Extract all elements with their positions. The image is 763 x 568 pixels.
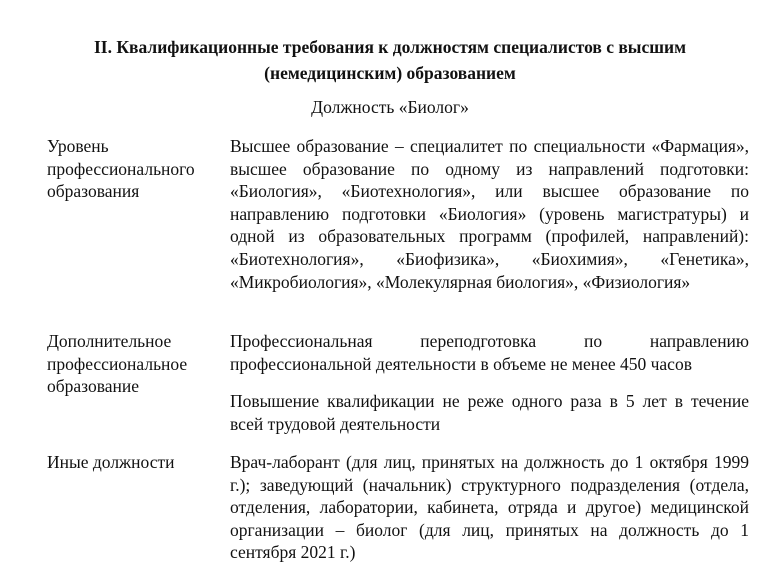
section-title: II. Квалификационные требования к должностям специалистов с высшим (немедицинским) образованием: [93, 37, 687, 83]
row-value-retraining: Профессиональная переподготовка по направлению профессиональной деятельности в объеме не менее 450 часов: [230, 331, 749, 374]
position-title: Должность «Биолог»: [311, 97, 469, 117]
row-value-qualification-upgrade: Повышение квалификации не реже одного раза в 5 лет в течение всей трудовой деятельности: [230, 391, 749, 434]
row-label-other-positions: Иные должности: [47, 452, 175, 472]
row-label-education-level: Уровень профессионального образования: [47, 136, 195, 202]
row-value-other-positions: Врач-лаборант (для лиц, принятых на должность до 1 октября 1999 г.); заведующий (начальник) структурного подразделения (отдела, отделения, лаборатории, кабинета, отряда и другое) медицинской организации – биолог (для лиц, принятых на должность до 1 сентября 2021 г.): [230, 452, 749, 563]
row-value-education-level: Высшее образование – специалитет по специальности «Фармация», высшее образование по одному из направлений подготовки: «Биология», «Биотехнология», или высшее образование по направлению подготовки «Биология» (уровень магистратуры) и одной из образовательных программ (профилей, направлений): «Биотехнология», «Биофизика», «Биохимия», «Генетика», «Микробиология», «Молекулярная биология», «Физиология»: [230, 136, 749, 292]
row-label-additional-education: Дополнительное профессиональное образование: [47, 331, 188, 397]
